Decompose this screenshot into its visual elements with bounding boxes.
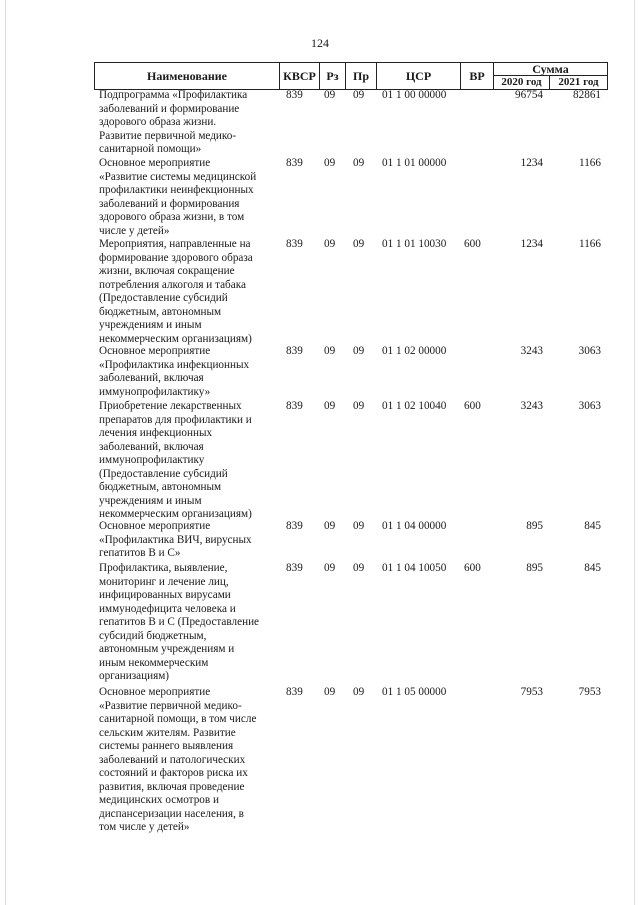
row-kvsr: 839 xyxy=(286,400,303,412)
row-sum-2021: 1166 xyxy=(579,157,601,169)
table-header xyxy=(94,62,608,90)
row-sum-2020: 3243 xyxy=(520,400,543,412)
header-sum: Сумма xyxy=(494,63,607,76)
row-sum-2020: 895 xyxy=(526,520,543,532)
row-sum-2021: 845 xyxy=(584,520,601,532)
row-pr: 09 xyxy=(353,345,365,357)
scan-edge-left xyxy=(5,0,6,905)
row-rz: 09 xyxy=(324,520,336,532)
row-kvsr: 839 xyxy=(286,562,303,574)
row-rz: 09 xyxy=(324,686,336,698)
header-vr: ВР xyxy=(461,63,494,89)
row-pr: 09 xyxy=(353,157,365,169)
row-vr: 600 xyxy=(464,400,481,412)
row-pr: 09 xyxy=(353,89,365,101)
row-name: Мероприятия, направленные на формирование здорового образа жизни, включая сокращение потребления алкоголя и табака (Предоставление субсидий бюджетным, автономным учреждениям и иным некоммерческим организациям) xyxy=(99,238,253,345)
header-sum-group xyxy=(494,63,607,89)
row-sum-2020: 96754 xyxy=(515,89,543,101)
row-csr: 01 1 04 00000 xyxy=(382,520,447,532)
row-csr: 01 1 02 00000 xyxy=(382,345,447,357)
row-sum-2020: 3243 xyxy=(520,345,543,357)
row-rz: 09 xyxy=(324,157,336,169)
row-sum-2020: 1234 xyxy=(520,238,543,250)
row-csr: 01 1 01 10030 xyxy=(382,238,447,250)
header-year-2021: 2021 год xyxy=(558,76,599,88)
row-kvsr: 839 xyxy=(286,345,303,357)
row-sum-2021: 7953 xyxy=(578,686,601,698)
header-name: Наименование xyxy=(95,63,280,89)
row-pr: 09 xyxy=(353,520,365,532)
row-kvsr: 839 xyxy=(286,520,303,532)
row-kvsr: 839 xyxy=(286,157,303,169)
row-pr: 09 xyxy=(353,686,365,698)
row-vr: 600 xyxy=(464,562,481,574)
row-csr: 01 1 00 00000 xyxy=(382,89,447,101)
row-rz: 09 xyxy=(324,562,336,574)
row-csr: 01 1 02 10040 xyxy=(382,400,447,412)
header-rz: Рз xyxy=(320,63,346,89)
row-pr: 09 xyxy=(353,400,365,412)
row-csr: 01 1 04 10050 xyxy=(382,562,447,574)
row-rz: 09 xyxy=(324,238,336,250)
row-csr: 01 1 01 00000 xyxy=(382,157,447,169)
row-csr: 01 1 05 00000 xyxy=(382,686,447,698)
row-sum-2021: 1166 xyxy=(579,238,601,250)
row-name: Основное мероприятие «Профилактика ВИЧ, вирусных гепатитов В и С» xyxy=(99,520,252,559)
row-sum-2021: 845 xyxy=(584,562,601,574)
row-pr: 09 xyxy=(353,562,365,574)
row-sum-2021: 82861 xyxy=(573,89,601,101)
row-sum-2020: 895 xyxy=(526,562,543,574)
row-sum-2021: 3063 xyxy=(578,400,601,412)
row-name: Основное мероприятие «Развитие первичной медико- санитарной помощи, в том числе сельским жителям. Развитие системы раннего выявления заболеваний и патологических состояний и факторов риска их развития, включая проведение медицинских осмотров и диспансеризации населения, в том числе у детей» xyxy=(99,686,257,833)
row-name: Подпрограмма «Профилактика заболеваний и формирование здорового образа жизни. Развитие первичной медико- санитарной помощи» xyxy=(99,89,248,155)
header-kvsr: КВСР xyxy=(280,63,320,89)
row-sum-2020: 7953 xyxy=(520,686,543,698)
row-sum-2020: 1234 xyxy=(520,157,543,169)
row-pr: 09 xyxy=(353,238,365,250)
row-kvsr: 839 xyxy=(286,686,303,698)
header-csr: ЦСР xyxy=(377,63,461,89)
row-name: Приобретение лекарственных препаратов для профилактики и лечения инфекционных заболеваний, включая иммунопрофилактику (Предоставление субсидий бюджетным, автономным учреждениям и иным некоммерческим организациям) xyxy=(99,400,252,520)
row-name: Профилактика, выявление, мониторинг и лечение лиц, инфицированных вирусами иммунодефицита человека и гепатитов В и С (Предоставление субсидий бюджетным, автономным учреждениям и иным некоммерческим организациям) xyxy=(99,562,260,682)
header-year-2020: 2020 год xyxy=(494,76,550,89)
row-rz: 09 xyxy=(324,400,336,412)
row-name: Основное мероприятие «Профилактика инфекционных заболеваний, включая иммунопрофилактику» xyxy=(99,345,250,398)
row-sum-2021: 3063 xyxy=(578,345,601,357)
row-vr: 600 xyxy=(464,238,481,250)
row-name: Основное мероприятие «Развитие системы медицинской профилактики неинфекционных заболеваний и формирования здорового образа жизни, в том числе у детей» xyxy=(99,157,257,237)
row-kvsr: 839 xyxy=(286,238,303,250)
header-pr: Пр xyxy=(346,63,377,89)
row-rz: 09 xyxy=(324,345,336,357)
row-rz: 09 xyxy=(324,89,336,101)
row-kvsr: 839 xyxy=(286,89,303,101)
page-number: 124 xyxy=(311,36,329,50)
scan-edge-right xyxy=(634,0,635,905)
